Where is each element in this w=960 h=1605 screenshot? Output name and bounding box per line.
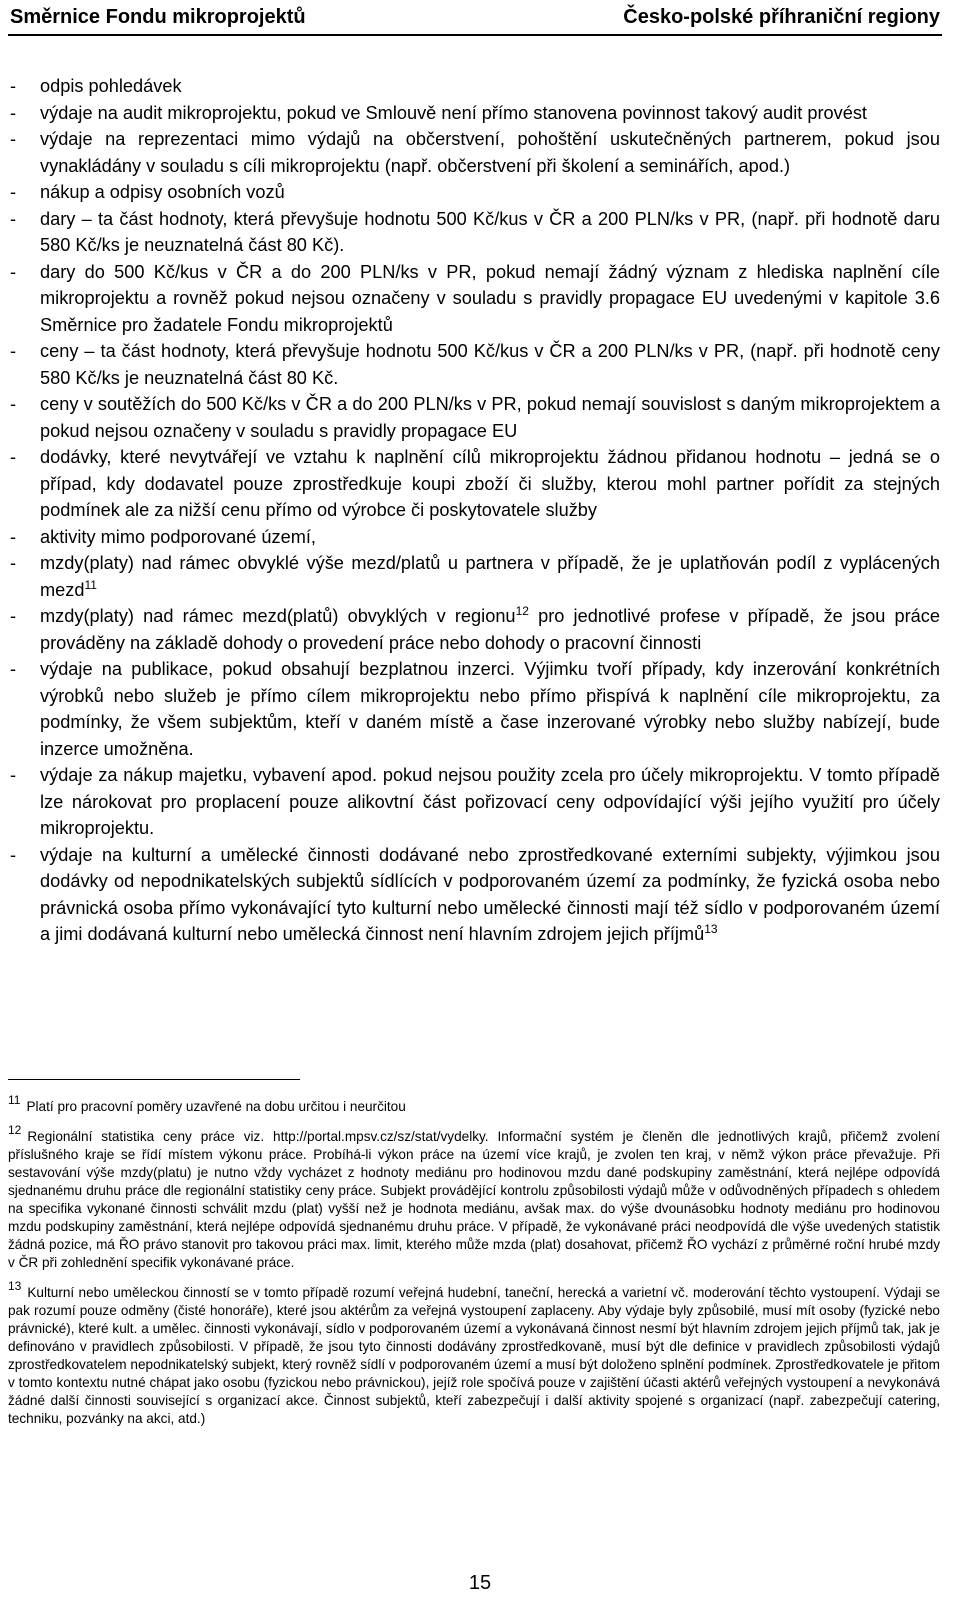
- header-divider: [8, 34, 942, 36]
- list-item: - dary do 500 Kč/kus v ČR a do 200 PLN/ks v PR, pokud nemají žádný význam z hlediska naplnění cíle mikroprojektu a rovněž pokud nejsou označeny v souladu s pravidly propagace EU uvedenými v kapitole 3.6 Směrnice pro žadatele Fondu mikroprojektů: [10, 261, 940, 335]
- footnote-text: Platí pro pracovní poměry uzavřené na dobu určitou i neurčitou: [26, 1099, 406, 1114]
- list-item: - mzdy(platy) nad rámec obvyklé výše mezd/platů u partnera v případě, že je uplatňován podíl z vyplácených mezd$^{11}$: [10, 553, 940, 600]
- footnote-ref-13[interactable]: 13: [704, 921, 718, 936]
- list-item: - výdaje na kulturní a umělecké činnosti dodávané nebo zprostředkované externími subjekty, výjimkou jsou dodávky od nepodnikatelských subjektů sídlících v podporovaném území za podmínky, že fyzická osoba nebo právnická osoba přímo vykonávající tyto kulturní nebo umělecké činnosti mají též sídlo v podporovaném území a jimi dodávaná kulturní nebo umělecká činnost není hlavním zdrojem jejich příjmů$^{13}$: [10, 844, 940, 944]
- list-item: - nákup a odpisy osobních vozů: [10, 182, 285, 202]
- footnote-separator: [8, 1079, 300, 1080]
- list-item: - výdaje na reprezentaci mimo výdajů na občerstvení, pohoštění uskutečněných partnerem, pokud jsou vynakládány v souladu s cíli mikroprojektu (např. občerstvení při školení a seminářích, apod.): [10, 129, 940, 176]
- footnote-11: [8, 1093, 940, 1116]
- list-item: - aktivity mimo podporované území,: [10, 526, 316, 547]
- footnote-text: Regionální statistika ceny práce viz. http://portal.mpsv.cz/sz/stat/vydelky. Informační systém je členěn dle jednotlivých krajů, přičemž zvolení příslušného kraje se řídí místem výkonu práce. Probíhá-li výkon práce na území více krajů, je zvolen ten kraj, v němž výkon práce převažuje. Při sestavování výše mzdy(platu) je nutno vždy vycházet z hodnoty mediánu pro hodinovou mzdu dané podskupiny zaměstnání, která nejlépe odpovídá sjednanému druhu práce dle regionální statistiky ceny práce. Subjekt provádějící kontrolu způsobilosti výdajů může v odůvodněných případech s ohledem na specifika vykonané činnosti schválit mzdu (plat) vyšší než je hodnota mediánu, avšak max. do výše dvounásobku hodnoty mediánu pro hodinovou mzdu podskupiny zaměstnání, která nejlépe odpovídá sjednanému druhu práce. V případě, že vykonávané práci neodpovídá dle výše uvedených statistik žádná pozice, má ŘO právo stanovit pro takovou práci max. limit, kterého může mzda (plat) dosahovat, přičemž ŘO vychází z průměrné roční hrubé mzdy v ČR při zohlednění specifik vykonávané práce.: [8, 1129, 940, 1270]
- page-number: 15: [468, 1572, 492, 1594]
- list-item: - výdaje na audit mikroprojektu, pokud ve Smlouvě není přímo stanovena povinnost takový audit provést: [10, 102, 867, 123]
- header-left-title: Směrnice Fondu mikroprojektů: [10, 5, 306, 28]
- footnote-13: [8, 1279, 940, 1428]
- list-item: - odpis pohledávek: [10, 76, 182, 96]
- list-item: - dary – ta část hodnoty, která převyšuje hodnotu 500 Kč/kus v ČR a 200 PLN/ks v PR, (např. při hodnotě daru 580 Kč/ks je neuznatelná část 80 Kč).: [10, 208, 940, 255]
- ineligible-expenses-list: [8, 73, 940, 948]
- footnote-ref-11[interactable]: 11: [84, 577, 97, 592]
- list-item: - výdaje na publikace, pokud obsahují bezplatnou inzerci. Výjimku tvoří případy, kdy inzerování konkrétních výrobků nebo služeb je přímo cílem mikroprojektu nebo přímo přispívá k naplnění cíle mikroprojektu, za podmínky, že všem subjektům, kteří v daném místě a čase inzerované výrobky nebo služby nabízejí, bude inzerce umožněna.: [10, 659, 940, 759]
- footnote-number: 11: [8, 1093, 21, 1107]
- page-header: [10, 2, 940, 32]
- list-item: - mzdy(platy) nad rámec mezd(platů) obvyklých v regionu$^{12}$ pro jednotlivé profese v případě, že jsou práce prováděny na základě dohody o provedení práce nebo dohody o pracovní činnosti: [10, 603, 941, 653]
- list-item: - ceny – ta část hodnoty, která převyšuje hodnotu 500 Kč/kus v ČR a 200 PLN/ks v PR, (např. při hodnotě ceny 580 Kč/ks je neuznatelná část 80 Kč.: [10, 341, 940, 388]
- footnotes: [8, 1093, 940, 1440]
- footnote-number: 13: [8, 1279, 22, 1293]
- footnote-12: [8, 1123, 940, 1272]
- list-item: - ceny v soutěžích do 500 Kč/ks v ČR a do 200 PLN/ks v PR, pokud nemají souvislost s daným mikroprojektem a pokud nejsou označeny v souladu s pravidly propagace EU: [10, 394, 940, 441]
- list-item: - výdaje za nákup majetku, vybavení apod. pokud nejsou použity zcela pro účely mikroprojektu. V tomto případě lze nárokovat pro proplacení pouze alikovtní část pořizovací ceny odpovídající výši jejího využití pro účely mikroprojektu.: [10, 765, 940, 838]
- footnote-ref-12[interactable]: 12: [515, 603, 529, 618]
- footnote-text: Kulturní nebo uměleckou činností se v tomto případě rozumí veřejná hudební, taneční, herecká a varietní vč. moderování těchto vystoupení. Výdaji se pak rozumí pouze odměny (čisté honoráře), které jsou aktérům za veřejná vystoupení zaplaceny. Aby výdaje byly způsobilé, musí mít osoby (fyzické nebo právnické), které kult. a umělec. činnosti vykonávají, sídlo v podporovaném území a vykonávaná činnost nesmí být hlavním zdrojem jejich příjmů tak, jak je definováno v pravidlech způsobilosti. V případě, že jsou tyto činnosti dodávány zprostředkovaně, musí být dle definice v pravidlech způsobilosti výdajů zprostředkovatelem nepodnikatelský subjekt, který rovněž sídlí v podporovaném území a musí být doloženo splnění podmínek. Zprostředkovatele je přitom v tomto kontextu nutné chápat jako osobu (fyzickou nebo právnickou), jejíž role spočívá pouze v zajištění účasti aktérů veřejných vystoupení a nevykonává žádné další činnosti související s organizací akce. Činnost subjektů, kteří zabezpečují i další aktivity spojené s organizací (např. zabezpečují catering, techniku, pozvánky na akci, atd.): [8, 1285, 940, 1426]
- footnote-number: 12: [8, 1123, 22, 1137]
- list-item: - dodávky, které nevytvářejí ve vztahu k naplnění cílů mikroprojektu žádnou přidanou hodnotu – jedná se o případ, kdy dodavatel pouze zprostředkuje koupi zboží či služby, kterou mohl partner pořídit za stejných podmínek ale za nižší cenu přímo od výrobce či poskytovatele služby: [10, 447, 940, 520]
- header-right-title: Česko-polské příhraniční regiony: [623, 5, 940, 28]
